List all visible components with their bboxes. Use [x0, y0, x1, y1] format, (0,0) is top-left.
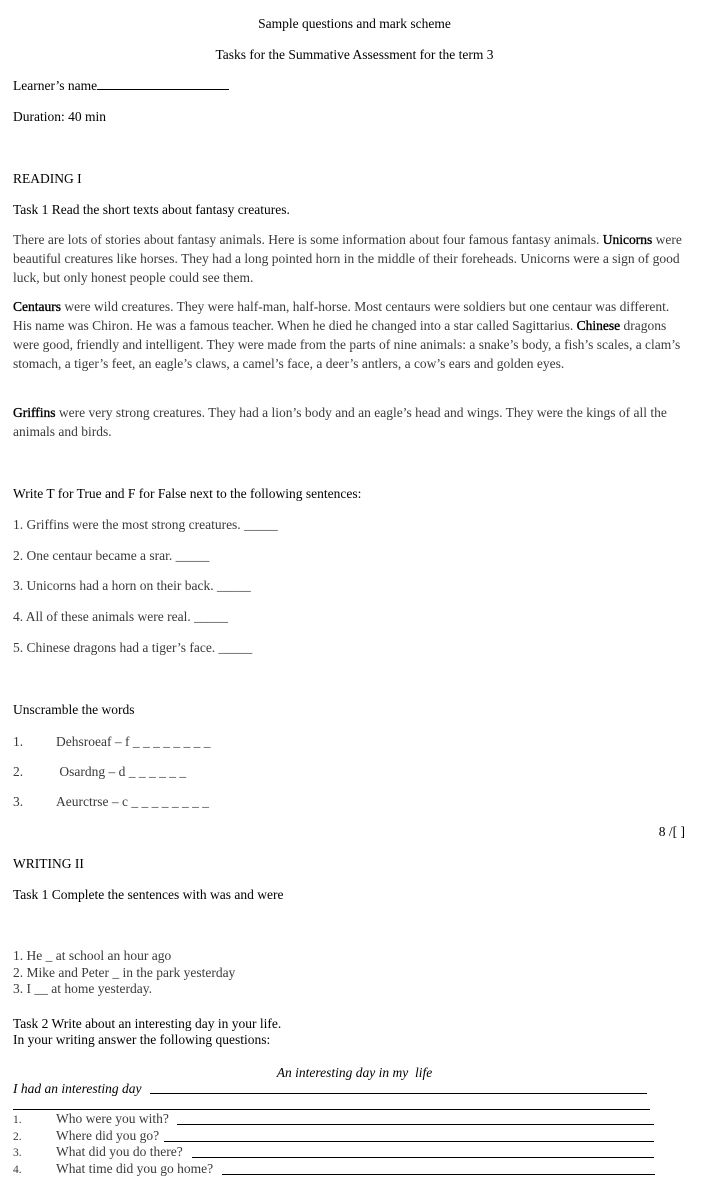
learner-name-label: Learner’s name	[13, 78, 98, 93]
p2-rest: were wild creatures. They were half-man, half-horse. Most centaurs were soldiers but one centaur was different. His name was Chiron. He was a famous teacher. When he died he changed into a star called Sagittarius.	[13, 299, 670, 333]
unscramble-num: 2.	[13, 764, 24, 779]
unscramble-item-1[interactable]	[13, 733, 210, 750]
reading-heading: READING I	[13, 171, 82, 186]
essay-title-text: An interesting day in my life	[276, 1065, 433, 1080]
unscramble-item-3[interactable]	[13, 793, 209, 810]
writing-task2-sub: In your writing answer the following questions:	[13, 1032, 271, 1047]
duration: Duration: 40 min	[13, 109, 106, 124]
unscramble-num: 1.	[13, 734, 24, 749]
question-num: 3.	[13, 1147, 22, 1159]
answer-line-2[interactable]	[164, 1141, 654, 1142]
paragraph-griffins	[13, 403, 689, 441]
learner-name-field[interactable]	[13, 77, 229, 94]
essay-title	[0, 1064, 709, 1081]
p1-bold: Unicorns	[602, 232, 653, 247]
paragraph-centaurs-dragons	[13, 297, 689, 373]
tf-item-3[interactable]: 3. Unicorns had a horn on their back. _____	[13, 578, 251, 593]
tf-item-4[interactable]: 4. All of these animals were real. _____	[13, 609, 228, 624]
question-text: Where did you go?	[56, 1128, 160, 1143]
tf-item-2[interactable]: 2. One centaur became a srar. _____	[13, 548, 210, 563]
answer-line-4[interactable]	[222, 1174, 655, 1175]
essay-start-text: I had an interesting day	[13, 1081, 142, 1096]
question-num: 4.	[13, 1164, 22, 1176]
p1-intro: There are lots of stories about fantasy animals. Here is some information about four famous fantasy animals.	[13, 232, 603, 247]
answer-line-1[interactable]	[177, 1124, 654, 1125]
writing-task2: Task 2 Write about an interesting day in your life.	[13, 1016, 282, 1031]
essay-start	[13, 1080, 141, 1097]
question-text: What time did you go home?	[56, 1161, 214, 1176]
was-were-item-2[interactable]: 2. Mike and Peter _ in the park yesterday	[13, 965, 236, 980]
learner-name-blank	[97, 77, 229, 90]
writing-heading: WRITING II	[13, 856, 84, 871]
was-were-item-1[interactable]: 1. He _ at school an hour ago	[13, 948, 172, 963]
p2-bold2: Chinese	[576, 318, 621, 333]
unscramble-heading: Unscramble the words	[13, 702, 135, 717]
question-num: 2.	[13, 1131, 22, 1143]
p2-bold: Centaurs	[13, 299, 61, 314]
was-were-item-3[interactable]: 3. I __ at home yesterday.	[13, 981, 152, 996]
p3-bold: Griffins	[13, 405, 56, 420]
unscramble-text: Osardng – d _ _ _ _ _ _	[56, 764, 187, 779]
reading-score: 8 /[ ]	[658, 824, 685, 839]
tf-instruction: Write T for True and F for False next to the following sentences:	[13, 486, 362, 501]
p3-rest: were very strong creatures. They had a lion’s body and an eagle’s head and wings. They were the kings of all the animals and birds.	[13, 405, 667, 439]
paragraph-unicorns	[13, 230, 689, 287]
reading-task1: Task 1 Read the short texts about fantasy creatures.	[13, 202, 290, 217]
writing-task1: Task 1 Complete the sentences with was and were	[13, 887, 284, 902]
essay-line-1[interactable]	[150, 1093, 647, 1094]
question-text: Who were you with?	[56, 1111, 169, 1126]
unscramble-num: 3.	[13, 794, 24, 809]
question-text: What did you do there?	[56, 1144, 183, 1159]
essay-line-2[interactable]	[13, 1109, 650, 1110]
tf-item-5[interactable]: 5. Chinese dragons had a tiger’s face. _____	[13, 640, 253, 655]
document-title: Sample questions and mark scheme	[258, 16, 451, 31]
document-subtitle: Tasks for the Summative Assessment for the term 3	[215, 47, 494, 62]
p2-rest2: dragons were good, friendly and intelligent. They were made from the parts of nine animals: a snake’s body, a fish’s scales, a clam’s stomach, a tiger’s feet, an eagle’s claws, a camel’s face, a deer’s antlers, a cow’s ears and golden eyes.	[13, 318, 681, 371]
unscramble-text: Aeurctrse – c _ _ _ _ _ _ _ _	[56, 794, 209, 809]
p1-rest: were beautiful creatures like horses. They had a long pointed horn in the middle of their foreheads. Unicorns were a sign of good luck, but only honest people could see them.	[13, 232, 682, 285]
unscramble-text: Dehsroeaf – f _ _ _ _ _ _ _ _	[56, 734, 211, 749]
unscramble-item-2[interactable]	[13, 763, 186, 780]
tf-item-1[interactable]: 1. Griffins were the most strong creatures. _____	[13, 517, 278, 532]
question-num: 1.	[13, 1114, 22, 1126]
answer-line-3[interactable]	[192, 1157, 654, 1158]
